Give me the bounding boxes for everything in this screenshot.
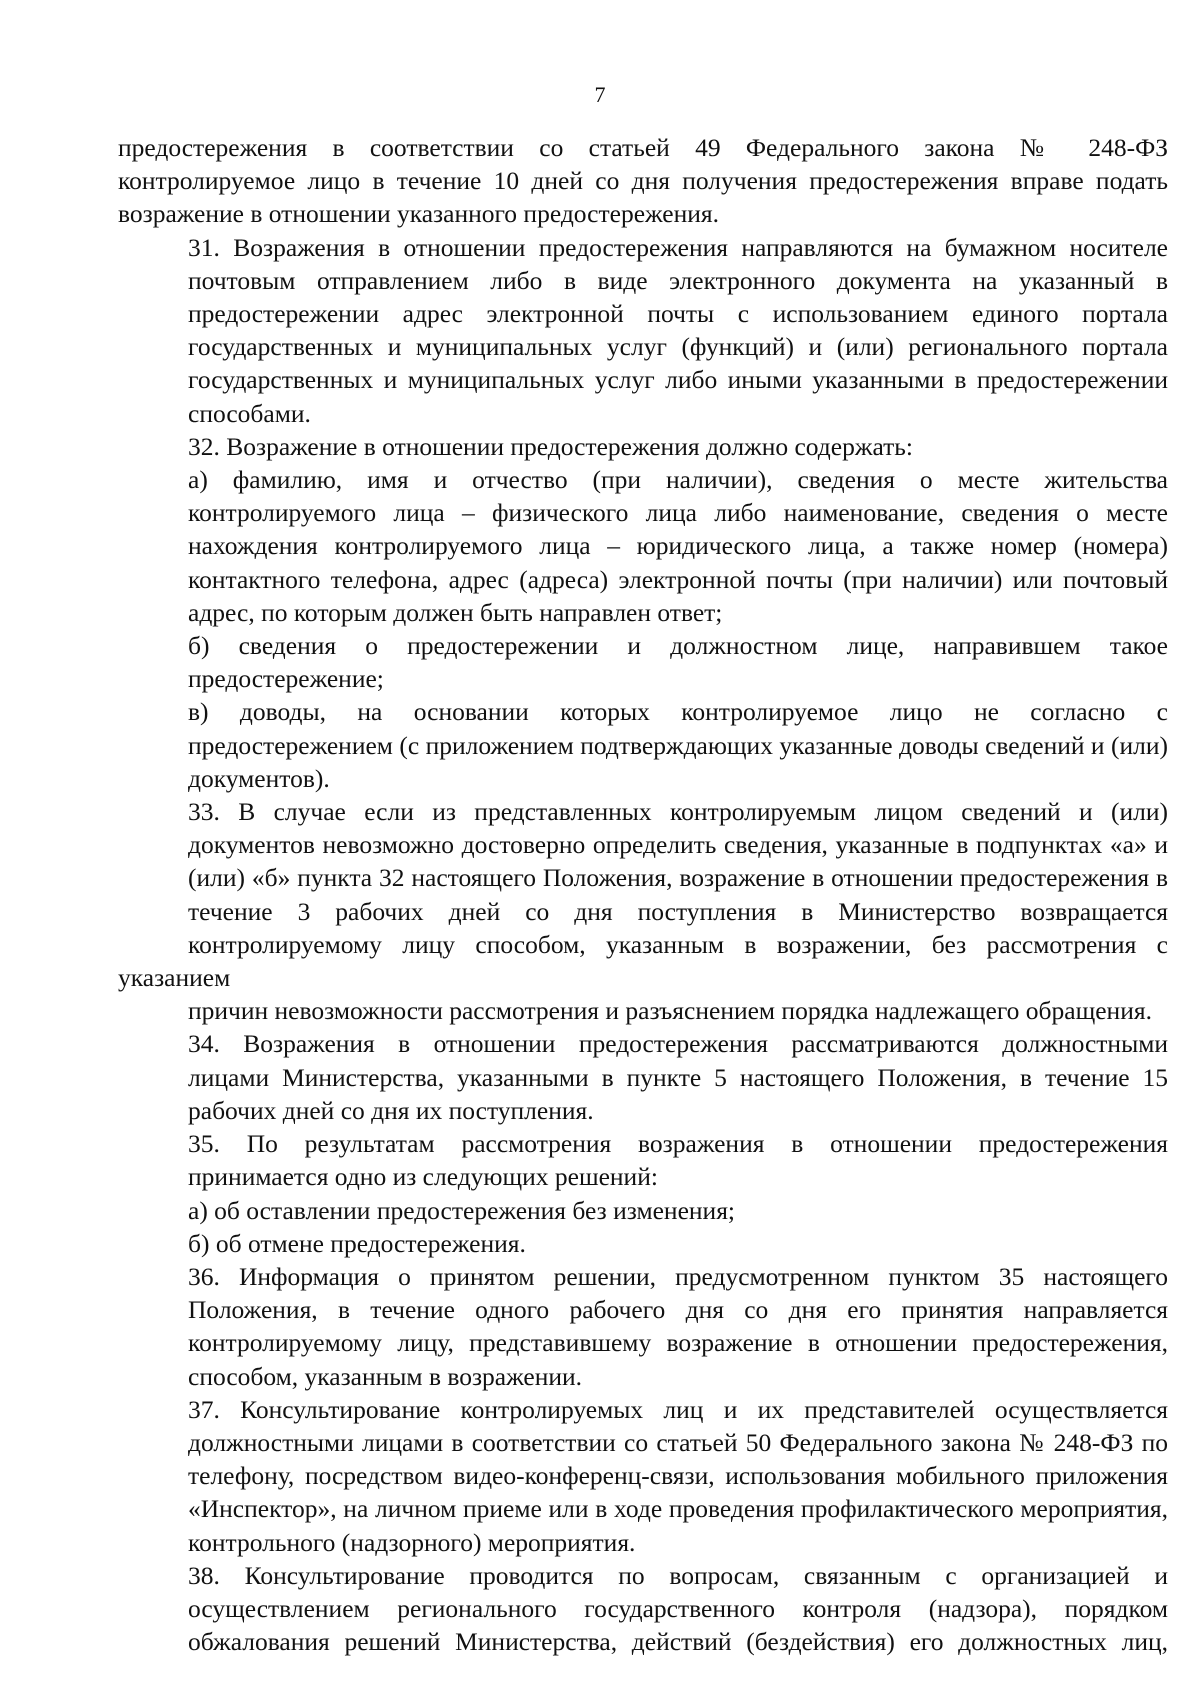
text-line: нахождения контролируемого лица – юридического лица, а также номер (номера) [188,531,1168,561]
text-line: 37. Консультирование контролируемых лиц и их представителей осуществляется [188,1394,1168,1424]
page-number: 7 [594,82,606,107]
paragraph [118,1393,1168,1559]
text-line: рабочих дней со дня их поступления. [188,1095,594,1125]
text-line: возражение в отношении указанного предостережения. [118,199,720,229]
text-line: 31. Возражения в отношении предостережения направляются на бумажном носителе [188,232,1168,262]
text-line: почтовым отправлением либо в виде электронного документа на указанный в [188,265,1168,295]
paragraph [118,463,1168,629]
text-line: контролируемого лица – физического лица либо наименование, сведения о месте [188,498,1168,528]
text-line: предостережением (с приложением подтверждающих указанные доводы сведений и (или) [188,730,1168,760]
text-line: 35. По результатам рассмотрения возражения в отношении предостережения [188,1129,1168,1159]
text-line: принимается одно из следующих решений: [188,1162,658,1192]
text-line: а) фамилию, имя и отчество (при наличии), сведения о месте жительства [188,465,1168,495]
text-line: контактного телефона, адрес (адреса) электронной почты (при наличии) или почтовый [188,564,1168,594]
text-line: телефону, посредством видео-конференц-связи, использования мобильного приложения [188,1461,1168,1491]
text-line: б) об отмене предостережения. [188,1228,526,1258]
text-line: течение 3 рабочих дней со дня поступления в Министерство возвращается [188,896,1168,926]
text-line: 34. Возражения в отношении предостережения рассматриваются должностными [188,1029,1168,1059]
paragraph [118,1194,1168,1227]
text-line: государственных и муниципальных услуг (функций) и (или) регионального портала [188,332,1168,362]
text-line: 38. Консультирование проводится по вопросам, связанным с организацией и [188,1560,1168,1590]
text-line: б) сведения о предостережении и должностном лице, направившем такое [188,631,1168,661]
text-line: способами. [188,398,311,428]
text-line: документов невозможно достоверно определить сведения, указанные в подпунктах «а» и [188,830,1168,860]
paragraph [118,131,1168,231]
text-line: 32. Возражение в отношении предостережения должно содержать: [188,431,913,461]
paragraph [118,1260,1168,1393]
text-line: предостережения в соответствии со статьей 49 Федерального закона № 248-ФЗ [118,133,1168,162]
paragraph [118,629,1168,695]
text-line: «Инспектор», на личном приеме или в ходе проведения профилактического мероприятия, [188,1494,1168,1524]
text-line: предостережении адрес электронной почты с использованием единого портала [188,299,1168,329]
text-line: осуществлением регионального государственного контроля (надзора), порядком [188,1593,1168,1623]
text-line: а) об оставлении предостережения без изменения; [188,1195,736,1225]
text-line: адрес, по которым должен быть направлен ответ; [188,597,723,627]
text-line: контролируемому лицу, представившему возражение в отношении предостережения, [188,1328,1168,1358]
paragraph [118,1559,1168,1659]
text-line: причин невозможности рассмотрения и разъяснением порядка надлежащего обращения. [188,996,1152,1026]
text-line: предостережение; [188,664,384,694]
text-line: контролируемому лицу способом, указанным в возражении, без рассмотрения с указанием [118,929,1168,993]
text-line: 36. Информация о принятом решении, предусмотренном пунктом 35 настоящего [188,1261,1168,1291]
text-line: Положения, в течение одного рабочего дня со дня его принятия направляется [188,1295,1168,1325]
paragraph [118,1127,1168,1193]
paragraph [118,430,1168,463]
text-line: обжалования решений Министерства, действий (бездействия) его должностных лиц, [188,1627,1168,1657]
paragraph [118,1027,1168,1127]
text-line: 33. В случае если из представленных контролируемым лицом сведений и (или) [188,797,1168,827]
text-line: в) доводы, на основании которых контролируемое лицо не согласно с [188,697,1168,727]
text-line: контрольного (надзорного) мероприятия. [188,1527,636,1557]
paragraph [118,795,1168,1027]
text-line: (или) «б» пункта 32 настоящего Положения, возражение в отношении предостережения в [188,863,1168,893]
paragraph [118,231,1168,430]
text-line: документов). [188,763,330,793]
paragraph [118,1227,1168,1260]
document-body [118,131,1168,1658]
paragraph [118,695,1168,795]
text-line: должностными лицами в соответствии со статьей 50 Федерального закона № 248-ФЗ по [188,1427,1168,1457]
text-line: лицами Министерства, указанными в пункте 5 настоящего Положения, в течение 15 [188,1062,1168,1092]
text-line: контролируемое лицо в течение 10 дней со дня получения предостережения вправе подать [118,166,1168,196]
text-line: способом, указанным в возражении. [188,1361,583,1391]
text-line: государственных и муниципальных услуг либо иными указанными в предостережении [188,365,1168,395]
